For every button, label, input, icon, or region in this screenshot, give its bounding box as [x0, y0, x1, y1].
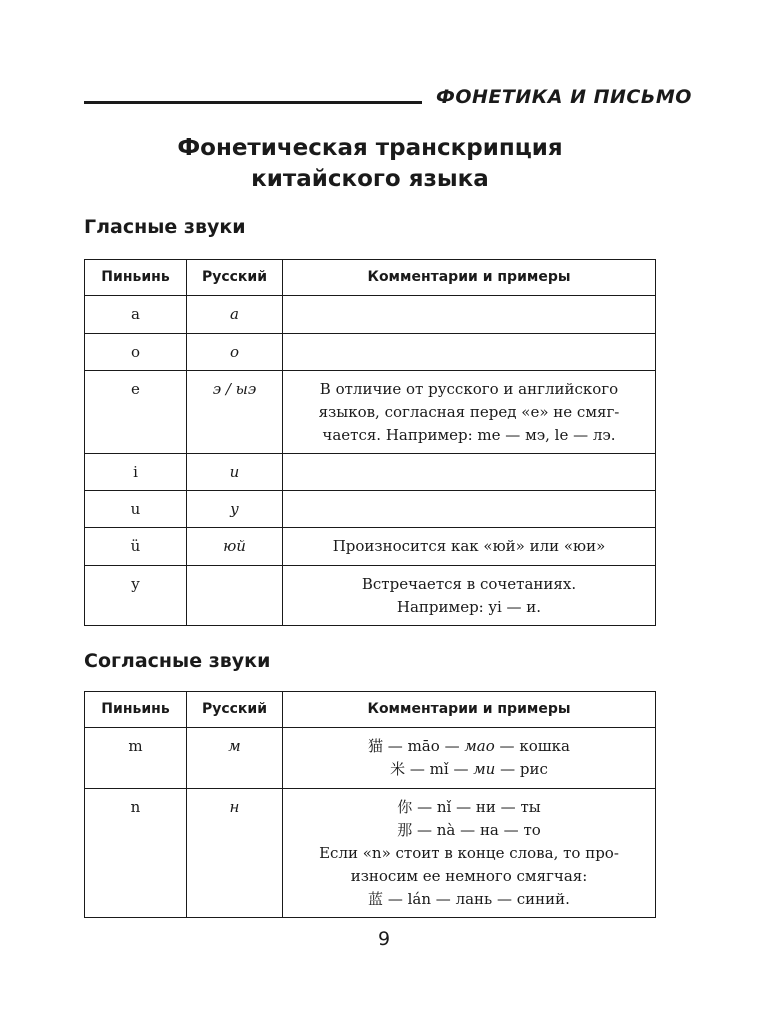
comment-line: Если «n» стоит в конце слова, то про-	[319, 844, 619, 862]
page-number: 9	[377, 928, 391, 950]
hanzi: 那	[397, 821, 413, 839]
page-title-line-2: китайского языка	[251, 166, 489, 192]
russian-cell: юй	[187, 528, 283, 566]
table-row	[85, 789, 656, 918]
table-row	[85, 566, 656, 626]
pinyin-cell: ü	[85, 528, 187, 566]
pinyin-cell: o	[85, 334, 187, 371]
comment-line: языков, согласная перед «е» не смяг-	[318, 403, 620, 421]
table-row	[85, 528, 656, 566]
russian-cell: н	[187, 789, 283, 918]
hanzi: 蓝	[368, 890, 384, 908]
example-line: 米 — mǐ — ми — рис	[390, 760, 548, 778]
pinyin-cell: n	[85, 789, 187, 918]
comment-line: износим ее немного смягчая:	[350, 867, 588, 885]
column-header-pinyin: Пиньинь	[85, 260, 187, 296]
table-row	[85, 371, 656, 454]
column-header-pinyin: Пиньинь	[85, 692, 187, 728]
comment-line: Например: yi — и.	[396, 598, 542, 616]
pinyin: māo	[407, 737, 440, 755]
comment-line: чается. Например: me — мэ, le — лэ.	[322, 426, 616, 444]
example-line: 蓝 — lán — лань — синий.	[368, 890, 570, 908]
header-rule	[84, 101, 422, 104]
comment-line: В отличие от русского и английского	[319, 380, 619, 398]
table-header-row	[85, 260, 656, 296]
comment-line: Произносится как «юй» или «юи»	[332, 537, 606, 555]
russian-cell: а	[187, 296, 283, 334]
russian-cell: и	[187, 454, 283, 491]
pinyin-cell: m	[85, 728, 187, 789]
translation: то	[523, 821, 541, 839]
pinyin: mǐ	[429, 760, 449, 778]
example-line: 你 — nǐ — ни — ты	[397, 798, 541, 816]
russian-cell	[187, 566, 283, 626]
consonants-table	[84, 691, 656, 918]
column-header-russian: Русский	[187, 260, 283, 296]
pinyin: nǐ	[436, 798, 452, 816]
pinyin: nà	[436, 821, 456, 839]
translation: ты	[520, 798, 541, 816]
consonants-section-title: Согласные звуки	[84, 650, 271, 672]
table-row	[85, 728, 656, 789]
russian-cell: м	[187, 728, 283, 789]
table-row	[85, 334, 656, 371]
translation: синий.	[516, 890, 570, 908]
hanzi: 米	[390, 760, 406, 778]
comment-cell	[283, 334, 656, 371]
russian-transcription: ми	[473, 760, 496, 778]
russian-cell: у	[187, 491, 283, 528]
column-header-comments: Комментарии и примеры	[283, 260, 656, 296]
pinyin-cell: a	[85, 296, 187, 334]
pinyin-cell: y	[85, 566, 187, 626]
running-header: ФОНЕТИКА И ПИСЬМО	[436, 86, 692, 108]
comment-line: Встречается в сочетаниях.	[361, 575, 577, 593]
table-row	[85, 454, 656, 491]
russian-transcription: ни	[475, 798, 496, 816]
page-title-line-1: Фонетическая транскрипция	[177, 135, 563, 161]
column-header-comments: Комментарии и примеры	[283, 692, 656, 728]
comment-cell	[283, 371, 656, 454]
hanzi: 你	[397, 798, 413, 816]
hanzi: 猫	[368, 737, 384, 755]
comment-cell	[283, 789, 656, 918]
table-header-row	[85, 692, 656, 728]
russian-transcription: лань	[455, 890, 493, 908]
comment-cell	[283, 491, 656, 528]
translation: кошка	[519, 737, 570, 755]
vowels-section-title: Гласные звуки	[84, 216, 246, 238]
pinyin-cell: e	[85, 371, 187, 454]
russian-transcription: мао	[464, 737, 495, 755]
russian-cell: э / ыэ	[187, 371, 283, 454]
comment-cell	[283, 728, 656, 789]
pinyin-cell: i	[85, 454, 187, 491]
example-line: 猫 — māo — мао — кошка	[368, 737, 570, 755]
page-title	[84, 133, 656, 195]
column-header-russian: Русский	[187, 692, 283, 728]
russian-cell: о	[187, 334, 283, 371]
table-row	[85, 491, 656, 528]
table-row	[85, 296, 656, 334]
comment-cell	[283, 566, 656, 626]
russian-transcription: на	[479, 821, 499, 839]
comment-cell	[283, 454, 656, 491]
vowels-table	[84, 259, 656, 626]
comment-cell	[283, 528, 656, 566]
example-line: 那 — nà — на — то	[397, 821, 541, 839]
comment-cell	[283, 296, 656, 334]
pinyin-cell: u	[85, 491, 187, 528]
translation: рис	[519, 760, 548, 778]
pinyin: lán	[407, 890, 432, 908]
